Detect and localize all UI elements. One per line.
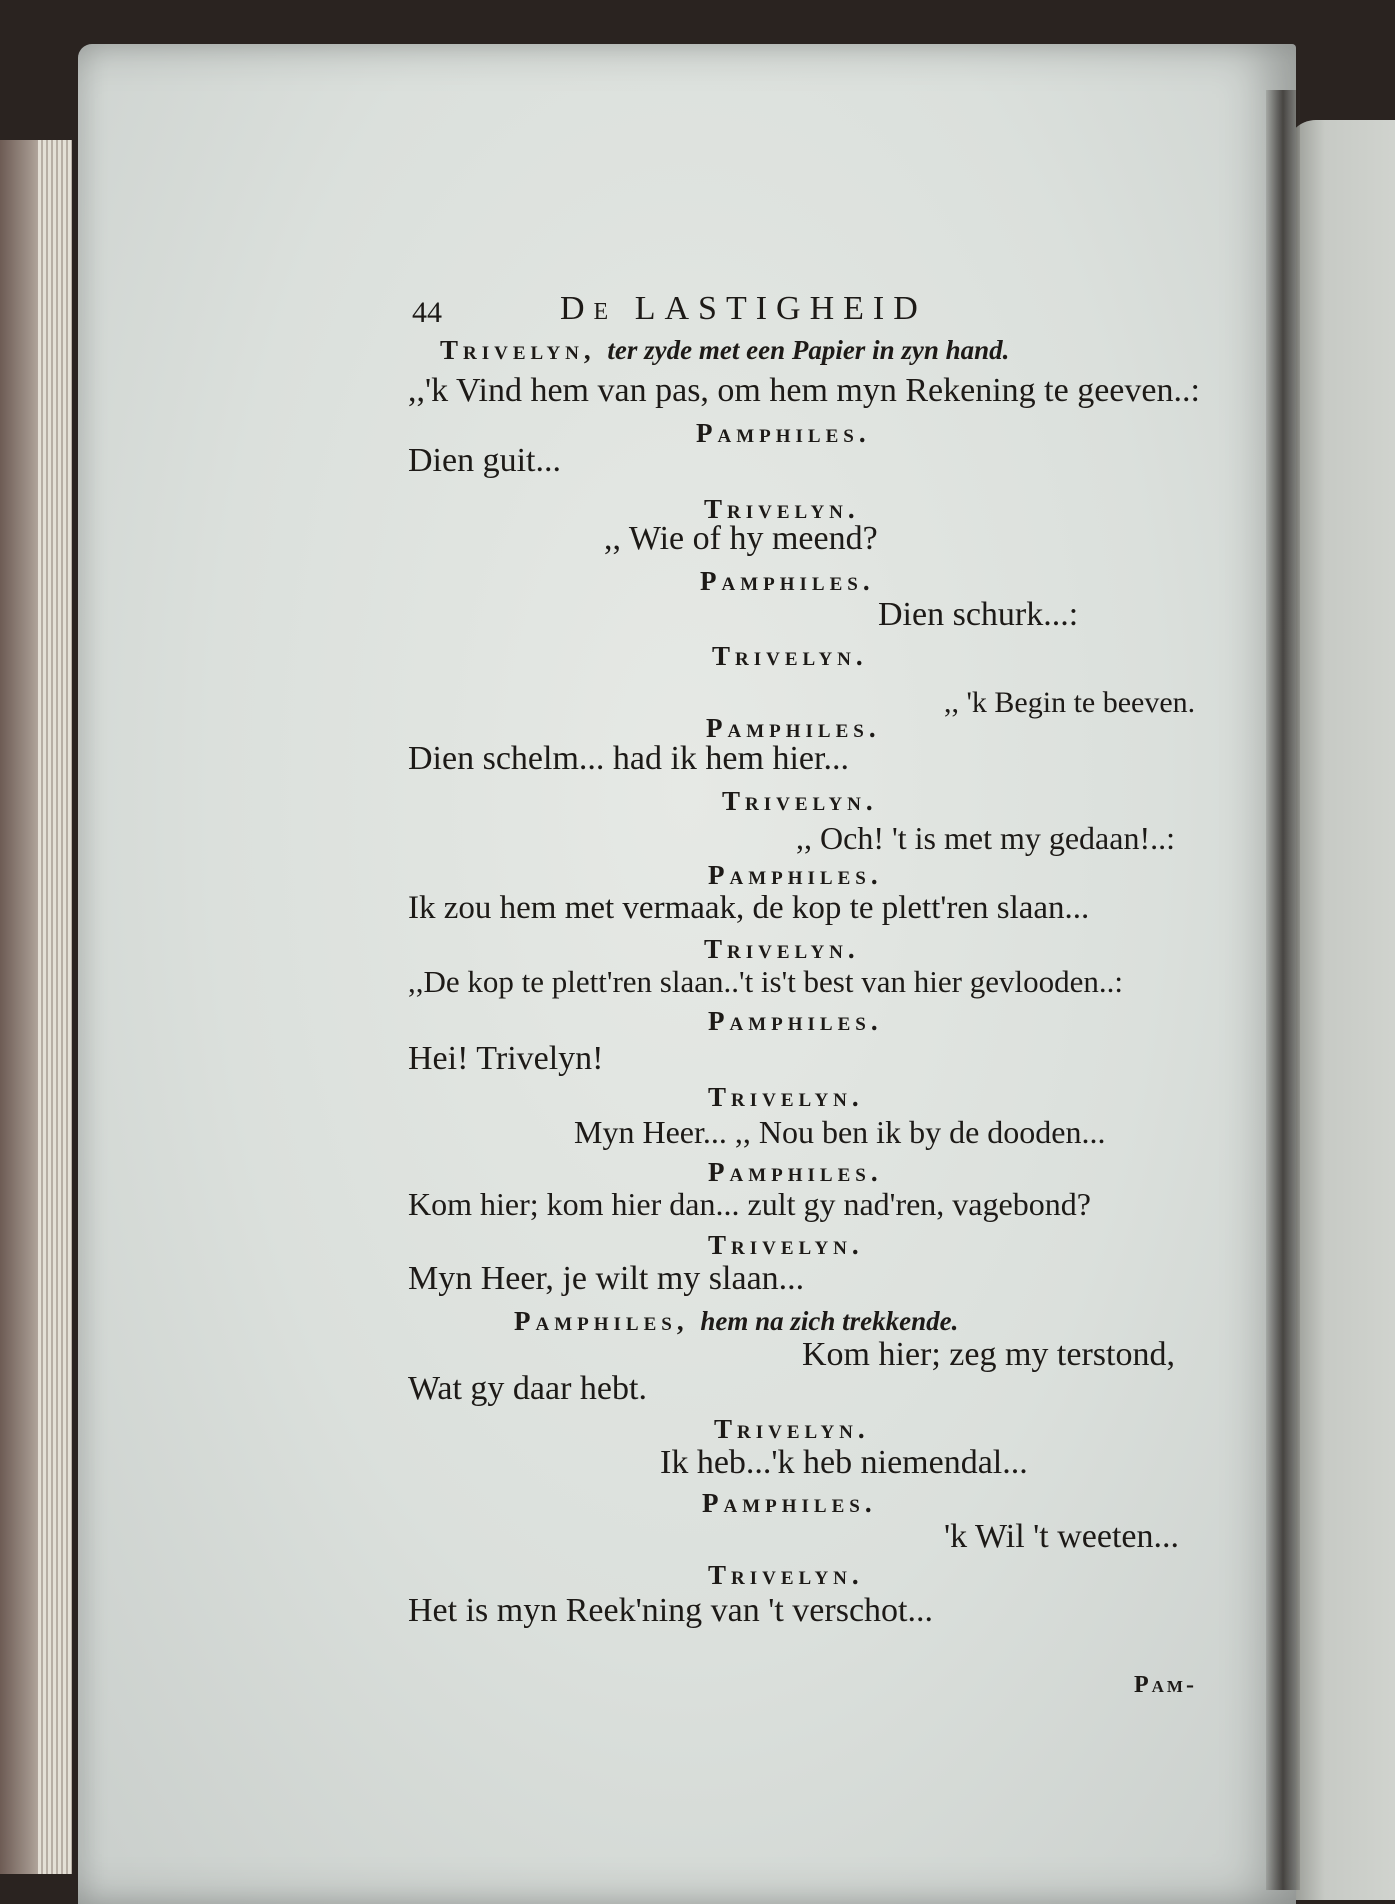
stage-direction: hem na zich trekkende. (700, 1306, 959, 1336)
speaker-heading: Trivelyn. (712, 641, 868, 671)
page-number: 44 (412, 296, 442, 329)
speaker-heading: Pamphiles. (708, 1006, 883, 1036)
speaker-heading: Pamphiles. (696, 418, 871, 448)
verse-line: Myn Heer... ,, Nou ben ik by de dooden... (574, 1114, 1106, 1150)
verse-line: Hei! Trivelyn! (408, 1040, 604, 1077)
verse-line: Het is myn Reek'ning van 't verschot... (408, 1592, 933, 1629)
speaker-name: Pamphiles, (514, 1306, 689, 1336)
verse-line: Ik heb...'k heb niemendal... (660, 1444, 1028, 1481)
verse-line: Kom hier; kom hier dan... zult gy nad'ren, vagebond? (408, 1186, 1091, 1222)
speaker-heading (514, 1306, 958, 1337)
verse-line: 'k Wil 't weeten... (944, 1518, 1179, 1555)
verse-line: Dien schurk...: (878, 596, 1079, 633)
speaker-heading: Trivelyn. (704, 934, 860, 964)
stage-direction: ter zyde met een Papier in zyn hand. (607, 335, 1010, 365)
speaker-heading: Trivelyn. (708, 1082, 864, 1112)
verse-line: ,, 'k Begin te beeven. (944, 686, 1196, 719)
verse-line: ,, Och! 't is met my gedaan!..: (796, 820, 1175, 856)
speaker-heading: Trivelyn. (704, 494, 860, 524)
verse-line: Myn Heer, je wilt my slaan... (408, 1260, 805, 1297)
speaker-name: Trivelyn, (440, 335, 596, 365)
speaker-heading: Trivelyn. (722, 786, 878, 816)
speaker-heading: Trivelyn. (708, 1230, 864, 1260)
speaker-heading: Trivelyn. (708, 1560, 864, 1590)
verse-line: ,,'k Vind hem van pas, om hem myn Rekening te geeven..: (408, 372, 1200, 409)
verse-line: Ik zou hem met vermaak, de kop te plett'ren slaan... (408, 890, 1090, 926)
speaker-heading: Trivelyn. (714, 1414, 870, 1444)
running-title: De LASTIGHEID (560, 290, 927, 327)
speaker-heading: Pamphiles. (700, 566, 875, 596)
verse-line: Dien guit... (408, 442, 561, 479)
speaker-heading: Pamphiles. (702, 1488, 877, 1518)
verse-line: ,,De kop te plett'ren slaan..'t is't best van hier gevlooden..: (408, 964, 1123, 999)
speaker-heading: Pamphiles. (706, 713, 881, 743)
verse-line: Wat gy daar hebt. (408, 1370, 647, 1407)
catchword: Pam- (1134, 1672, 1197, 1698)
speaker-heading: Pamphiles. (708, 860, 883, 890)
speaker-heading: Pamphiles. (708, 1157, 883, 1187)
speaker-heading (440, 335, 1009, 366)
verse-line: Dien schelm... had ik hem hier... (408, 740, 849, 777)
verse-line: Kom hier; zeg my terstond, (802, 1336, 1175, 1373)
verse-line: ,, Wie of hy meend? (604, 520, 878, 557)
